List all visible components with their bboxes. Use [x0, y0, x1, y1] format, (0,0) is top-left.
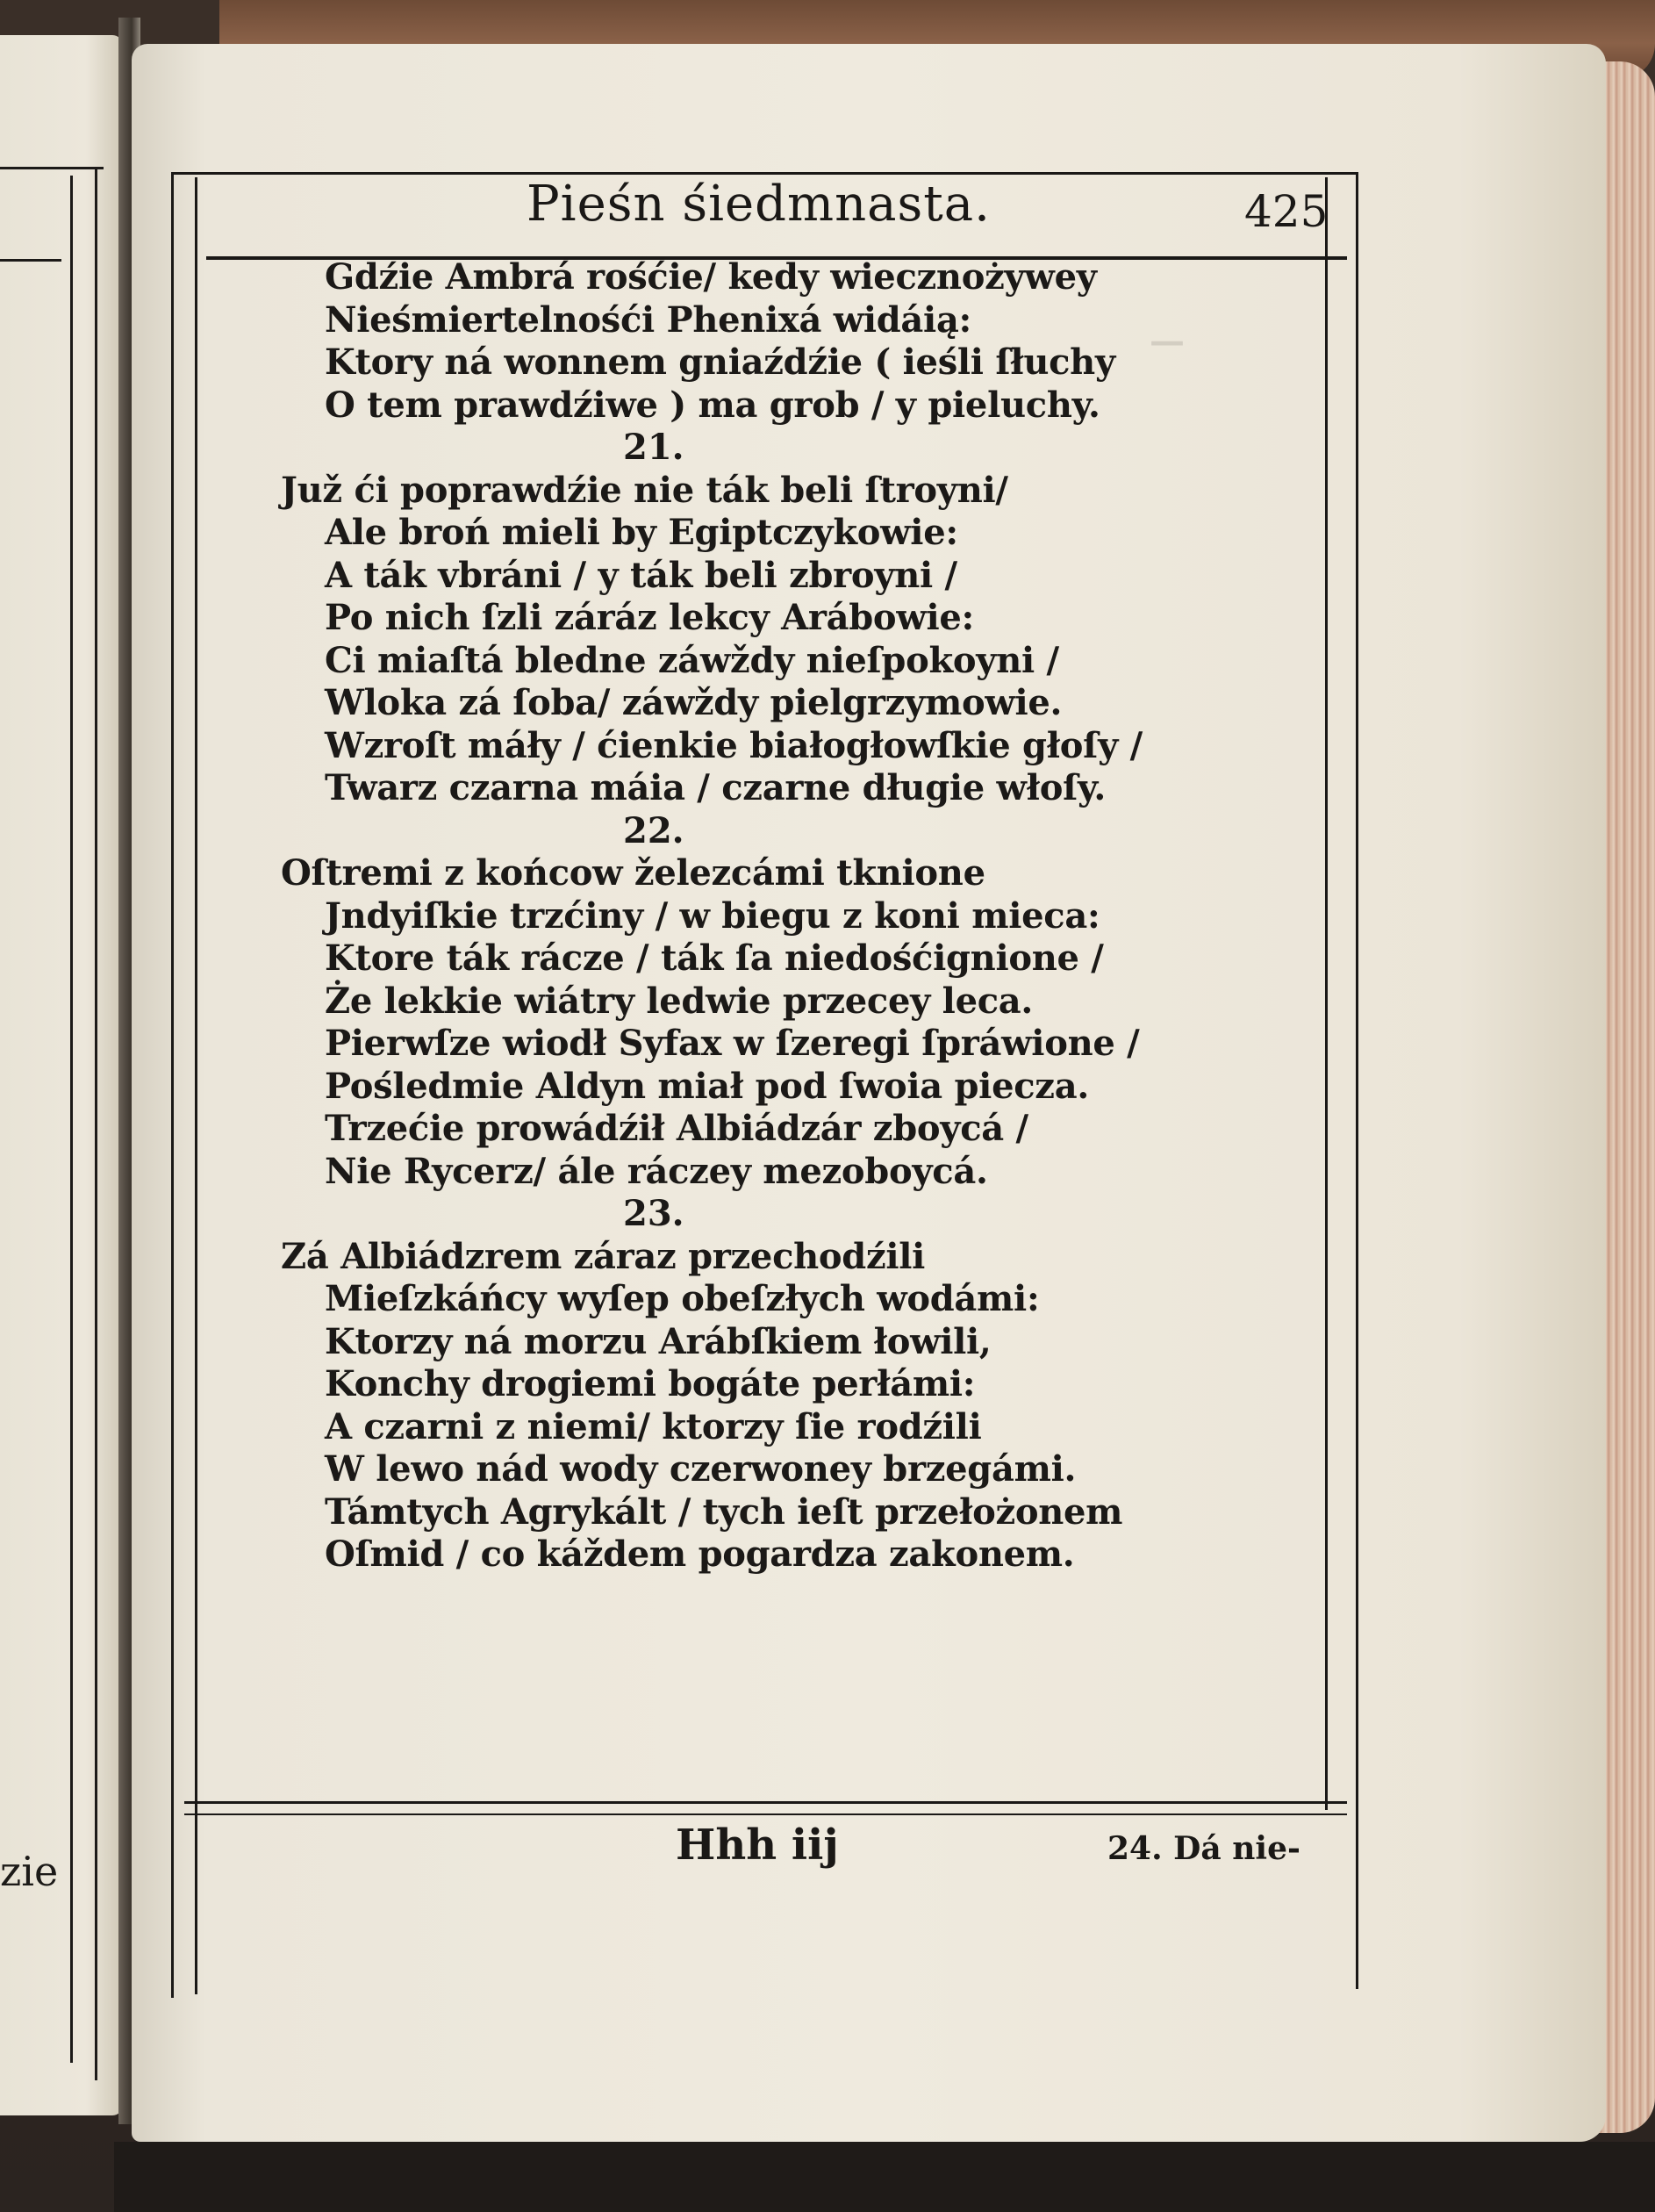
verse-line: Juž ći poprawdźie nie ták beli ſtroyni/ — [281, 469, 1008, 511]
verse-line: Trzećie prowádźił Albiádzár zboycá / — [325, 1108, 1028, 1149]
verse-line: Oſtremi z końcow železcámi tknione — [281, 852, 985, 894]
left-header-rule-2 — [0, 259, 61, 262]
left-frame-line-2 — [95, 167, 97, 2080]
verse-line: Pośledmie Aldyn miał pod ſwoia piecza. — [325, 1065, 1089, 1107]
frame-right-outer — [1356, 172, 1358, 1989]
verse-line: Pierwſze wiodł Syfax w ſzeregi ſpráwione / — [325, 1023, 1140, 1064]
page-number: 425 — [1244, 186, 1329, 237]
verse-line: Twarz czarna máia / czarne długie włoſy. — [325, 767, 1107, 808]
verse-line: Támtych Agrykált / tych ieſt przełożonem — [325, 1490, 1123, 1533]
left-page — [0, 35, 123, 2115]
left-frame-line — [70, 176, 73, 2063]
catchword: 24. Dá nie- — [1107, 1830, 1300, 1867]
frame-left-outer — [171, 172, 174, 1998]
verse-line: A czarni z niemi/ ktorzy ſie rodźili — [325, 1405, 982, 1447]
frame-bottom-rule-2 — [184, 1813, 1347, 1815]
stanza-number: 22. — [623, 809, 684, 851]
stanza-number: 21. — [623, 427, 684, 468]
page-title: Pieśn śiedmnasta. — [527, 176, 991, 233]
verse-line: Jndyiſkie trzćiny / w biegu z koni mieca: — [325, 894, 1100, 937]
verse-line: A ták vbráni / y ták beli zbroyni / — [325, 554, 957, 596]
verse-line: Ktore ták rácze / ták ſa niedośćignione / — [325, 937, 1104, 979]
frame-top-rule — [171, 172, 1356, 175]
verse-line: O tem prawdźiwe ) ma grob / y pieluchy. — [325, 384, 1100, 426]
verse-line: Wzroſt máły / ćienkie białogłowſkie głoſy / — [325, 724, 1143, 766]
stanza-number: 23. — [623, 1193, 684, 1234]
verse-line: Gdźie Ambrá rośćie/ kedy wiecznożywey — [325, 256, 1097, 298]
verse-line: Nieśmiertelnośći Phenixá widáią: — [325, 298, 972, 341]
book-cover-bottom — [114, 2142, 1655, 2212]
bleed-through: — — [1150, 320, 1185, 362]
verse-line: W lewo nád wody czerwoney brzegámi. — [325, 1448, 1077, 1490]
verse-line: Konchy drogiemi bogáte perłámi: — [325, 1363, 976, 1404]
frame-bottom-rule — [184, 1801, 1347, 1804]
frame-left-inner — [195, 177, 197, 1994]
verse-line: Nie Rycerz/ ále ráczey mezoboycá. — [325, 1150, 988, 1192]
verse-line: Wloka zá ſoba/ záwždy pielgrzymowie. — [325, 682, 1063, 723]
verse-line: Zá Albiádzrem záraz przechodźili — [281, 1235, 926, 1277]
verse-line: Oſmid / co káždem pogardza zakonem. — [325, 1533, 1075, 1575]
verse-line: Po nich ſzli záráz lekcy Arábowie: — [325, 597, 974, 638]
verse-line: Ktorzy ná morzu Arábſkiem łowili, — [325, 1320, 992, 1362]
left-header-rule — [0, 167, 104, 169]
verse-line: Mieſzkáńcy wyſep obeſzłych wodámi: — [325, 1278, 1040, 1319]
printer-signature: Hhh iij — [676, 1821, 839, 1870]
verse-line: Ale broń mieli by Egiptczykowie: — [325, 512, 958, 553]
left-page-edge-word: zie — [0, 1848, 59, 1895]
verse-line: Że lekkie wiátry ledwie przecey leca. — [325, 980, 1034, 1022]
verse-line: Ktory ná wonnem gniaźdźie ( ieśli ſłuchy — [325, 341, 1115, 383]
verse-line: Ci miaſtá bledne záwždy nieſpokoyni / — [325, 639, 1059, 681]
verse-text-block — [263, 256, 1343, 1576]
